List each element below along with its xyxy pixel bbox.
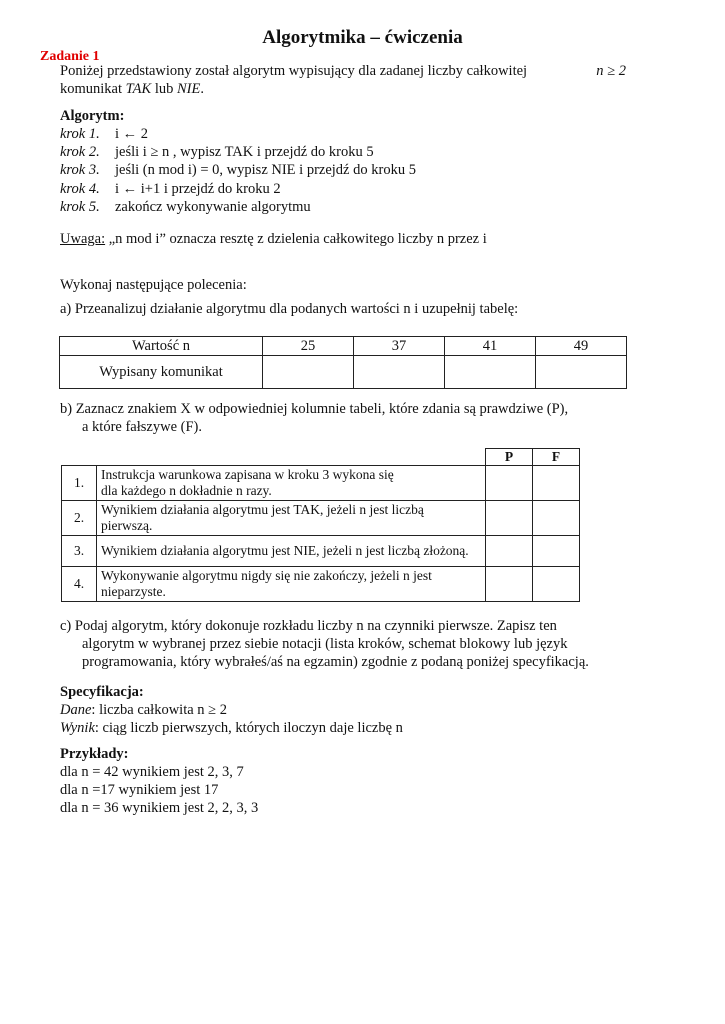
step-label: krok 1.: [60, 126, 100, 143]
answer-cell[interactable]: [445, 356, 536, 389]
step-label: krok 3.: [60, 162, 100, 179]
statement-line: Wynikiem działania algorytmu jest TAK, jeżeli n jest liczbą: [101, 502, 424, 517]
spec-dane-label: Dane: [60, 702, 92, 719]
p-cell[interactable]: [486, 535, 533, 566]
step-label: krok 4.: [60, 180, 100, 197]
task-label: Zadanie 1: [40, 49, 100, 64]
part-a-instruction: a) Przeanalizuj działanie algorytmu dla podanych wartości n i uzupełnij tabelę:: [60, 301, 519, 318]
f-cell[interactable]: [533, 566, 580, 601]
table-row: [60, 356, 627, 389]
table-a-row2-label: Wypisany komunikat: [60, 356, 263, 389]
table-a-value: 49: [536, 337, 627, 356]
table-row: [62, 449, 580, 466]
example-item: dla n = 36 wynikiem jest 2, 2, 3, 3: [60, 800, 259, 817]
part-c-line1: c) Podaj algorytm, który dokonuje rozkładu liczby n na czynniki pierwsze. Zapisz ten: [60, 618, 557, 634]
algorithm-step: [60, 143, 626, 161]
step-text: zakończ wykonywanie algorytmu: [115, 198, 311, 215]
answer-cell[interactable]: [536, 356, 627, 389]
part-b-line1: b) Zaznacz znakiem X w odpowiedniej kolumnie tabeli, które zdania są prawdziwe (P),: [60, 401, 569, 417]
statement-number: 2.: [62, 500, 97, 535]
intro-line2: komunikat: [60, 81, 126, 98]
part-c-line2: algorytm w wybranej przez siebie notacji (lista kroków, schemat blokowy lub język: [82, 636, 568, 653]
p-cell[interactable]: [486, 500, 533, 535]
example-item: dla n = 42 wynikiem jest 2, 3, 7: [60, 764, 244, 781]
examples: [60, 745, 626, 818]
example-item: dla n =17 wynikiem jest 17: [60, 782, 219, 799]
statement-text: [97, 535, 486, 566]
spec-wynik-text: : ciąg liczb pierwszych, których iloczyn daje liczbę n: [94, 720, 403, 737]
statement-number: 1.: [62, 465, 97, 500]
table-row: [62, 500, 580, 535]
statement-line: pierwszą.: [101, 517, 153, 533]
statement-text: [97, 500, 486, 535]
spec-wynik: [60, 719, 626, 737]
table-b: [61, 448, 580, 602]
step-label: krok 2.: [60, 144, 100, 161]
table-a-value: 41: [445, 337, 536, 356]
statement-number: 4.: [62, 566, 97, 601]
page-title: Algorytmika – ćwiczenia: [262, 27, 463, 48]
step-text: i ← 2: [115, 126, 149, 143]
f-cell[interactable]: [533, 535, 580, 566]
statement-text: [97, 465, 486, 500]
statement-line: dla każdego n dokładnie n razy.: [101, 482, 272, 498]
part-c-line3: programowania, który wybrałeś/aś na egzamin) zgodnie z podaną poniżej specyfikacją.: [82, 654, 589, 671]
algorithm-step: [60, 198, 626, 216]
part-c-instruction: [60, 617, 626, 671]
spec-wynik-label: Wynik: [60, 720, 95, 737]
spec-dane-text: : liczba całkowita n ≥ 2: [91, 702, 228, 719]
table-row: [62, 566, 580, 601]
commands: [60, 276, 640, 324]
p-cell[interactable]: [486, 566, 533, 601]
algorithm-step: [60, 125, 626, 143]
statement-line: Wynikiem działania algorytmu jest NIE, jeżeli n jest liczbą złożoną.: [101, 542, 469, 558]
step-text: i ← i+1 i przejdź do kroku 2: [115, 180, 281, 197]
answer-cell[interactable]: [354, 356, 445, 389]
answer-cell[interactable]: [263, 356, 354, 389]
table-a-value: 25: [263, 337, 354, 356]
statement-number: 3.: [62, 535, 97, 566]
step-label: krok 5.: [60, 198, 100, 215]
task-intro: [60, 62, 626, 98]
commands-intro: Wykonaj następujące polecenia:: [60, 277, 247, 293]
part-b-line2: a które fałszywe (F).: [82, 419, 202, 436]
algorithm-heading: Algorytm:: [60, 108, 125, 124]
table-a-value: 37: [354, 337, 445, 356]
specification: [60, 683, 626, 737]
algorithm-step: [60, 161, 626, 179]
statement-line: Instrukcja warunkowa zapisana w kroku 3 wykona się: [101, 467, 394, 482]
table-row: [60, 337, 627, 356]
table-a-header-label: Wartość n: [60, 337, 263, 356]
statement-line: Wykonywanie algorytmu nigdy się nie zakończy, jeżeli n jest: [101, 568, 432, 583]
intro-condition: n ≥ 2: [596, 63, 626, 79]
p-cell[interactable]: [486, 465, 533, 500]
column-p-header: P: [486, 449, 533, 466]
note-label: Uwaga:: [60, 231, 106, 247]
column-f-header: F: [533, 449, 580, 466]
spec-heading: Specyfikacja:: [60, 684, 144, 700]
algorithm-step: [60, 180, 626, 198]
note: [60, 230, 626, 248]
intro-line1: Poniżej przedstawiony został algorytm wypisujący dla zadanej liczby całkowitej: [60, 63, 528, 79]
intro-dot: .: [200, 81, 204, 98]
step-text: jeśli i ≥ n , wypisz TAK i przejdź do kroku 5: [115, 144, 374, 161]
intro-lub: lub: [151, 81, 177, 98]
f-cell[interactable]: [533, 465, 580, 500]
table-a: [59, 336, 627, 389]
statement-line: nieparzyste.: [101, 583, 166, 599]
algorithm-block: [60, 107, 626, 216]
spec-dane: [60, 701, 626, 719]
statement-text: [97, 566, 486, 601]
note-text: „n mod i” oznacza resztę z dzielenia całkowitego liczby n przez i: [108, 231, 487, 247]
step-text: jeśli (n mod i) = 0, wypisz NIE i przejdź do kroku 5: [115, 162, 416, 179]
table-row: [62, 535, 580, 566]
f-cell[interactable]: [533, 500, 580, 535]
table-row: [62, 465, 580, 500]
examples-heading: Przykłady:: [60, 746, 129, 762]
part-b-instruction: [60, 400, 626, 436]
intro-tak: TAK: [125, 81, 152, 98]
intro-nie: NIE: [176, 81, 201, 98]
